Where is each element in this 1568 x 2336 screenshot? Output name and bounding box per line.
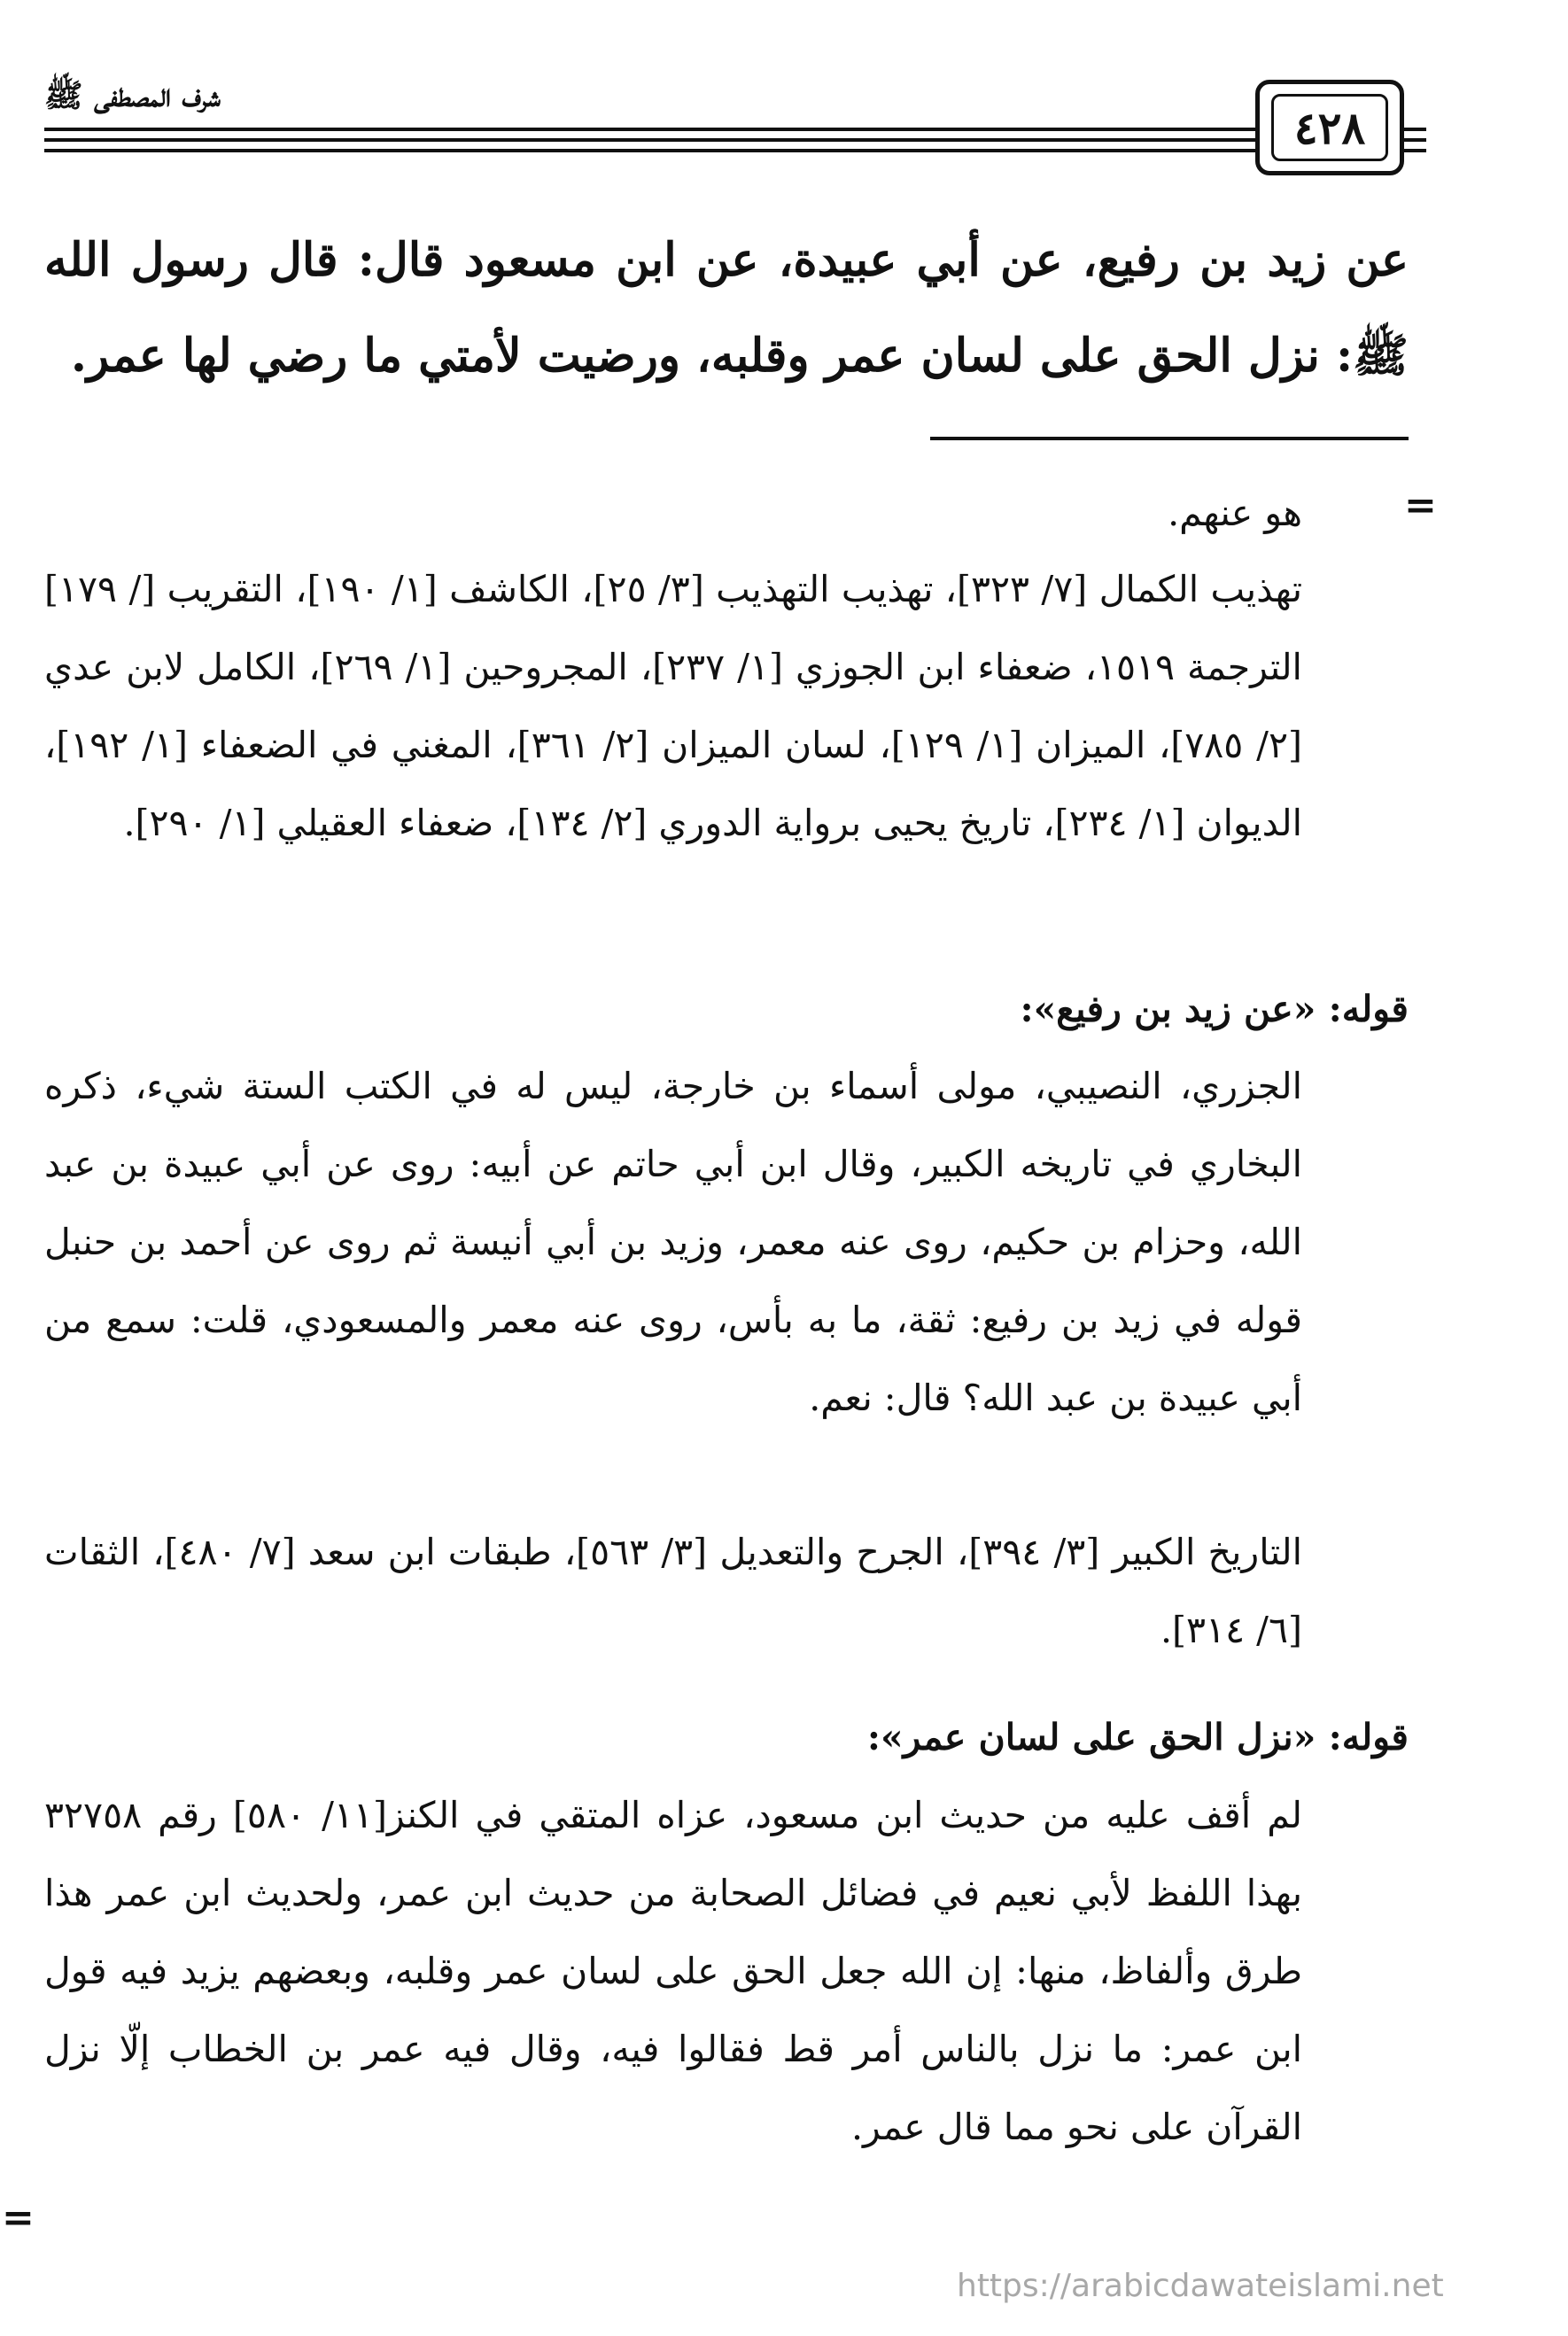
header-rule (44, 149, 1426, 152)
page-number-frame (1255, 80, 1404, 175)
page-header (44, 71, 1426, 168)
footnote-zayd-references: التاريخ الكبير [٣/ ٣٩٤]، الجرح والتعديل [٣/ ٥٦٣]، طبقات ابن سعد [٧/ ٤٨٠]، الثقات [٦/ ٣١٤]. (44, 1531, 1302, 1651)
continuation-mark-bottom: = (2, 2195, 35, 2240)
header-rule (44, 128, 1426, 131)
footnote-references: تهذيب الكمال [٧/ ٣٢٣]، تهذيب التهذيب [٣/ ٢٥]، الكاشف [١/ ١٩٠]، التقريب [/ ١٧٩] الترجمة ١٥١٩، ضعفاء ابن الجوزي [١/ ٢٣٧]، المجروحين [١/ ٢٦٩]، الكامل لابن عدي [٢/ ٧٨٥]، الميزان [١/ ١٢٩]، لسان الميزان [٢/ ٣٦١]، المغني في الضعفاء [١/ ١٩٢]، الديوان [١/ ٢٣٤]، تاريخ يحيى برواية الدوري [٢/ ١٣٤]، ضعفاء العقيلي [١/ ٢٩٠]. (44, 568, 1302, 844)
footnote-heading-nazala: قوله: «نزل الحق على لسان عمر»: (866, 1716, 1409, 1758)
page-number: ٤٢٨ (1271, 94, 1388, 161)
footnote-zayd-biography: الجزري، النصيبي، مولى أسماء بن خارجة، ليس له في الكتب الستة شيء، ذكره البخاري في تاريخه الكبير، وقال ابن أبي حاتم عن أبيه: روى عن أبي عبيدة بن عبد الله، وحزام بن حكيم، روى عنه معمر، وزيد بن أبي أنيسة ثم روى عن أحمد بن حنبل قوله في زيد بن رفيع: ثقة، ما به بأس، روى عنه معمر والمسعودي، قلت: سمع من أبي عبيدة بن عبد الله؟ قال: نعم. (44, 1065, 1302, 1419)
main-text: عن زيد بن رفيع، عن أبي عبيدة، عن ابن مسعود قال: قال رسول الله ﷺ: نزل الحق على لسان عمر وقلبه، ورضيت لأمتي ما رضي لها عمر. (44, 233, 1409, 383)
continuation-mark-top: = (1404, 483, 1437, 528)
footnote-heading-zayd: قوله: «عن زيد بن رفيع»: (1020, 988, 1409, 1030)
header-rule (44, 138, 1426, 142)
footnote-separator (930, 437, 1409, 440)
running-book-title: شرف المصطفى ﷺ (44, 71, 229, 120)
watermark-url: https://arabicdawateislami.net (957, 2268, 1444, 2304)
footnote-nazala-text: لم أقف عليه من حديث ابن مسعود، عزاه المتقي في الكنز[١١/ ٥٨٠] رقم ٣٢٧٥٨ بهذا اللفظ لأبي نعيم في فضائل الصحابة من حديث ابن عمر، ولحديث ابن عمر هذا طرق وألفاظ، منها: إن الله جعل الحق على لسان عمر وقلبه، وبعضهم يزيد فيه قول ابن عمر: ما نزل بالناس أمر قط فقالوا فيه، وقال فيه عمر بن الخطاب إلّا نزل القرآن على نحو مما قال عمر. (44, 1794, 1302, 2148)
footnote-continued-text: هو عنهم. (1168, 492, 1302, 534)
